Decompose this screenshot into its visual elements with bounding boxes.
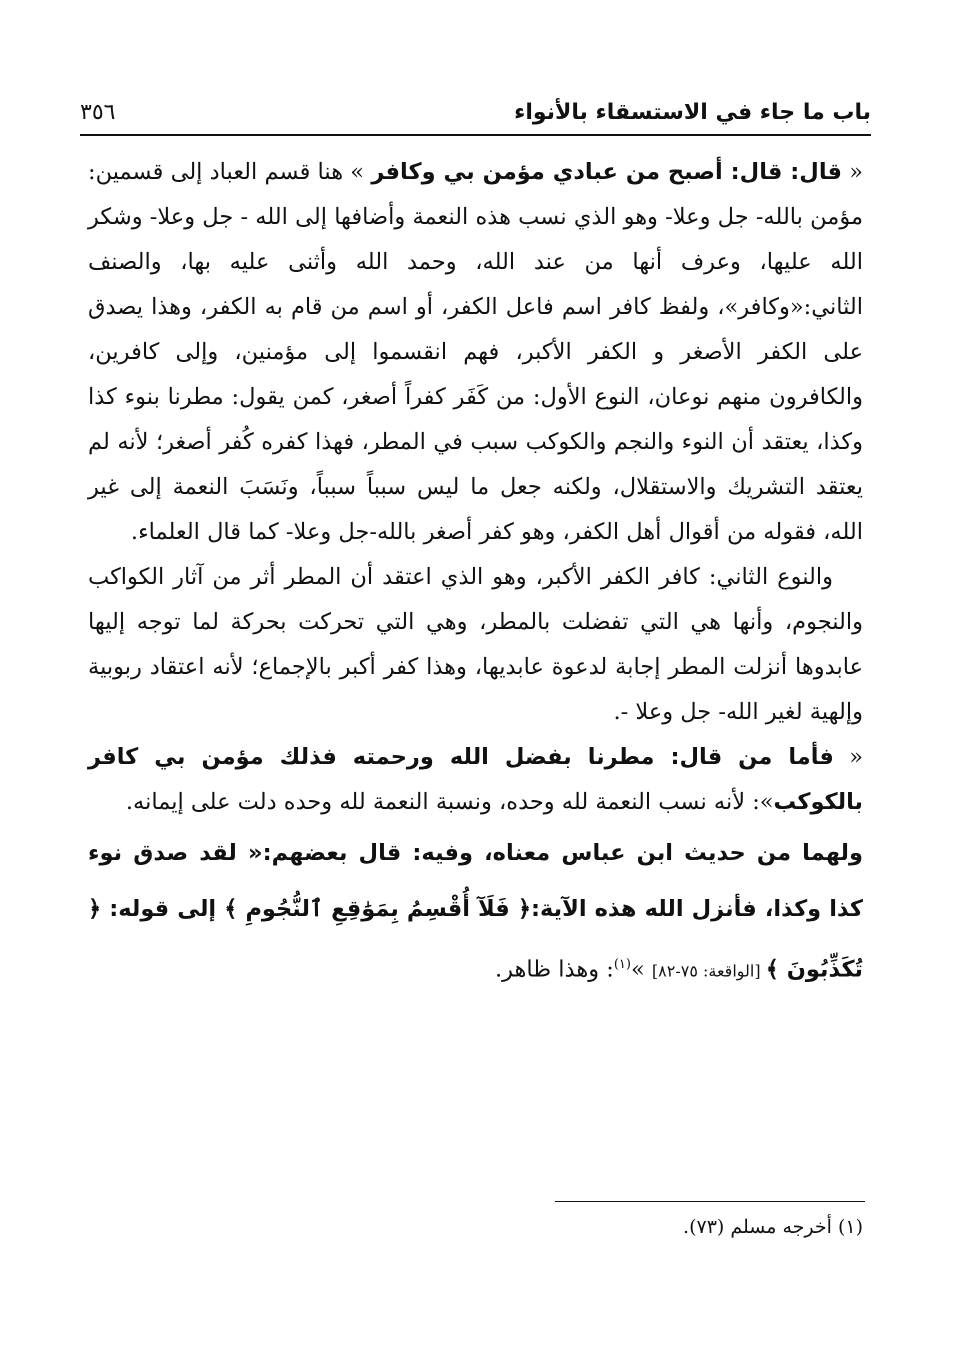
page-number: ٣٥٦ — [80, 99, 116, 125]
paragraph-1 — [88, 150, 863, 555]
paragraph-4 — [88, 825, 863, 1000]
quote-open-mark: « — [842, 159, 863, 185]
body-text — [88, 150, 863, 1000]
page-header — [80, 92, 871, 132]
paragraph-text: » هنا قسم العباد إلى قسمين: مؤمن بالله- جل وعلا- وهو الذي نسب هذه النعمة وأضافها إلى الله - جل وعلا- وشكر الله عليها، وعرف أنها من عند الله، وحمد الله وأثنى عليه بها، والصنف الثاني:«وكافر»، ولفظ كافر اسم فاعل الكفر، أو اسم من قام به الكفر، وهذا يصدق على الكفر الأصغر و الكفر الأكبر، فهم انقسموا إلى مؤمنين، وإلى كافرين، والكافرون منهم نوعان، النوع الأول: من كَفَر كفراً أصغر، كمن يقول: مطرنا بنوء كذا وكذا، يعتقد أن النوء والنجم والكوكب سبب في المطر، فهذا كفره كُفر أصغر؛ لأنه لم يعتقد التشريك والاستقلال، ولكنه جعل ما ليس سبباً سبباً، ونَسَبَ النعمة إلى غير الله، فقوله من أقوال أهل الكفر، وهو كفر أصغر بالله-جل وعلا- كما قال العلماء. — [88, 159, 863, 545]
quote-open-mark: « — [833, 744, 864, 770]
hadith-quote: ولهما من حديث ابن عباس معناه، وفيه: قال بعضهم:« لقد صدق نوء كذا وكذا، فأنزل الله هذه الآية:﴿ فَلَآ أُقْسِمُ بِمَوَٰقِعِ ٱلنُّجُومِ ﴾ إلى قوله: ﴿ تُكَذِّبُونَ ﴾ — [88, 840, 863, 983]
header-divider — [80, 134, 871, 136]
paragraph-text: »: لأنه نسب النعمة لله وحده، ونسبة النعمة لله وحده دلت على إيمانه. — [125, 789, 774, 815]
paragraph-text: والنوع الثاني: كافر الكفر الأكبر، وهو الذي اعتقد أن المطر أثر من آثار الكواكب والنجوم، وأنها هي التي تفضلت بالمطر، وهي التي تحركت بحركة لما توجه إليها عابدوها أنزلت المطر إجابة لدعوة عابديها، وهذا كفر أكبر بالإجماع؛ لأنه اعتقاد ربوبية وإلهية لغير الله- جل وعلا -. — [88, 564, 863, 725]
paragraph-3 — [88, 735, 863, 825]
footnote-1: (١) أخرجه مسلم (٧٣). — [683, 1216, 863, 1238]
hadith-quote: قال: قال: أصبح من عبادي مؤمن بي وكافر — [371, 159, 842, 185]
paragraph-2 — [88, 555, 863, 735]
footnote-reference[interactable]: (١) — [613, 957, 631, 972]
hadith-quote: فأما من قال: مطرنا بفضل الله ورحمته فذلك مؤمن بي كافر بالكوكب — [88, 744, 863, 815]
paragraph-text: : وهذا ظاهر. — [494, 956, 614, 983]
quran-citation: [الواقعة: ٧٥-٨٢] — [651, 961, 766, 981]
quote-close-mark: » — [630, 956, 652, 983]
chapter-title: باب ما جاء في الاستسقاء بالأنواء — [514, 99, 871, 125]
footnote-divider — [555, 1201, 865, 1202]
